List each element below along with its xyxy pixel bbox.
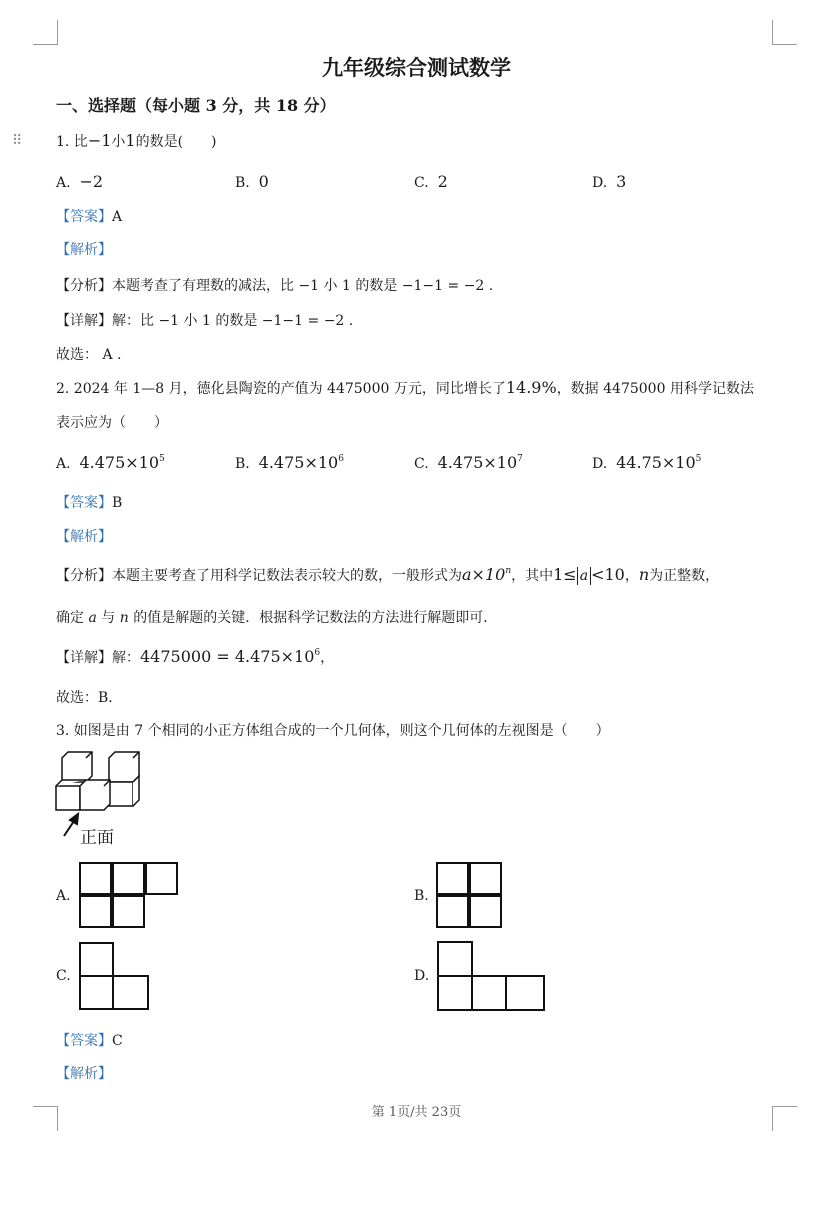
q2-answer: 【答案】B (56, 495, 123, 511)
q3-front-label: 正面 (80, 828, 114, 848)
q2-option-b[interactable]: B. $4.475\times 10^6$ (235, 453, 344, 472)
q2-option-c[interactable]: C. $4.475\times 10^7$ (414, 453, 523, 472)
q2-analysis-tag: 【解析】 (56, 529, 112, 545)
q1-option-d[interactable]: D. 3 (592, 172, 627, 191)
section-heading: 一、选择题（每小题 3 分，共 18 分） (56, 96, 336, 115)
q1-stem: 1. 比−1小1的数是( ) (56, 131, 217, 150)
q1-option-b[interactable]: B. 0 (235, 172, 269, 191)
q1-option-a[interactable]: A. −2 (56, 172, 104, 191)
q3-analysis-tag: 【解析】 (56, 1066, 112, 1082)
q2-fenxi-line2: 确定 a 与 n 的值是解题的关键．根据科学记数法的方法进行解题即可． (56, 610, 498, 626)
q3-stem: 3. 如图是由 7 个相同的小正方体组合成的一个几何体，则这个几何体的左视图是（ ） (56, 723, 610, 739)
page-title: 九年级综合测试数学 (322, 55, 511, 80)
q1-analysis-tag: 【解析】 (56, 242, 112, 258)
q1-xiangjie: 【详解】解：比 −1 小 1 的数是 −1−1 = −2 . (56, 313, 354, 329)
q2-stem-line2: 表示应为（ ） (56, 415, 168, 431)
q2-option-a[interactable]: A. $4.475\times 10^5$ (56, 453, 165, 472)
q3-option-b-label[interactable]: B. (414, 888, 429, 904)
q3-option-c-label[interactable]: C. (56, 968, 71, 984)
drag-handle-icon[interactable]: ⠿ (12, 133, 22, 149)
corner-mark-top-right (772, 20, 797, 45)
q1-option-c[interactable]: C. 2 (414, 172, 448, 191)
q2-xiangjie: 【详解】解：$4475000 = 4.475\times 10^6$， (56, 647, 335, 666)
q2-option-d[interactable]: D. $44.75\times 10^5$ (592, 453, 702, 472)
q3-option-d-label[interactable]: D. (414, 968, 430, 984)
page-footer: 第 1页/共 23页 (371, 1105, 462, 1120)
q1-guxuan: 故选： A . (56, 347, 122, 363)
q2-stem-line1: 2. 2024 年 1—8 月，德化县陶瓷的产值为 4475000 万元，同比增长了14.9%，数据 4475000 用科学记数法 (56, 378, 754, 397)
q2-guxuan: 故选：B． (56, 690, 123, 706)
q3-option-a-label[interactable]: A. (56, 888, 71, 904)
q3-answer: 【答案】C (56, 1033, 123, 1049)
corner-mark-top-left (33, 20, 58, 45)
q1-answer: 【答案】A (56, 209, 123, 225)
q1-fenxi: 【分析】本题考查了有理数的减法，比 −1 小 1 的数是 −1−1 = −2 . (56, 278, 494, 294)
q2-fenxi-line1: 【分析】本题主要考查了用科学记数法表示较大的数，一般形式为$a\times 10^n$，其中1≤ a <10，n为正整数， (56, 565, 720, 584)
